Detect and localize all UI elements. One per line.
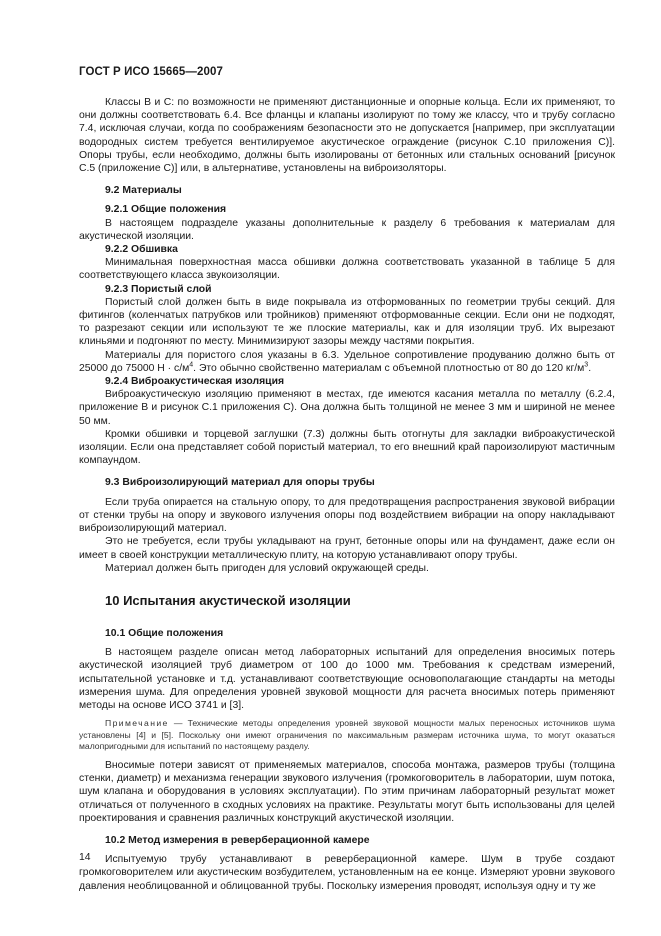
- paragraph-9-2-3a: Пористый слой должен быть в виде покрывала из отформованных по геометрии трубы секций. Для фитингов (коленчатых патрубков или тройников) применяют отформованные секции. Если они не подходят, то разрезают секции или используют те же плоские материалы, как и для изоляции труб. Их вырезают клиньями и подгоняют по месту. Минимизируют зазоры между частями покрытия.: [79, 296, 615, 348]
- note: [79, 718, 615, 753]
- heading-9-2-1: 9.2.1 Общие положения: [105, 204, 227, 216]
- text-fragment: Материалы для пористого слоя указаны в 6.3. Удельное сопротивление продуванию должно быть от 25000 до 75000 Н · с/м: [79, 349, 615, 374]
- note-text: — Технические методы определения уровней звуковой мощности малых переносных источников шума установлены [4] и [5]. Поскольку они имеют ограничения по максимальным размерам источника шума, то могут оказаться малопригодными для испытаний по настоящему разделу.: [79, 718, 615, 752]
- superscript: 3: [584, 361, 589, 369]
- paragraph-9-2-4a: Виброакустическую изоляцию применяют в местах, где имеются касания металла по металлу (6.2.4, приложение В и рисунок С.1 приложения С). Она должна быть толщиной не менее 3 мм и шириной не менее 50 мм.: [79, 389, 615, 427]
- paragraph-9-2-1: В настоящем подразделе указаны дополнительные к разделу 6 требования к материалам для акустической изоляции.: [79, 217, 615, 242]
- heading-9-2-4: 9.2.4 Виброакустическая изоляция: [105, 376, 285, 388]
- note-label: Примечание: [105, 718, 169, 729]
- paragraph-9-3c: Материал должен быть пригоден для условий окружающей среды.: [105, 562, 429, 574]
- paragraph-10-1a: В настоящем разделе описан метод лабораторных испытаний для определения вносимых потерь акустической изоляцией труб диаметром от 100 до 1000 мм. Требования к средствам измерений, испытательной установке и т.д. устанавливают соответствующие основополагающие стандарты на методы измерения шума. Для определения уровней звуковой мощности для расчета вносимых потерь применяют методы на основе ИСО 3741 и [3].: [79, 647, 615, 711]
- superscript: 4: [189, 361, 194, 369]
- paragraph-9-2-3b: [79, 349, 615, 375]
- paragraph-10-2: Испытуемую трубу устанавливают в реверберационной камере. Шум в трубе создают громкоговорителем или акустическим возбудителем, установленным на ее конце. Измеряют уровни звукового давления необлицованной и облицованной трубы. Поскольку измерения проводят, используя одну и ту же: [79, 854, 615, 892]
- text-fragment: . Это обычно свойственно материалам с объемной плотностью от 80 до 120 кг/м: [193, 362, 585, 374]
- heading-9-2-2: 9.2.2 Обшивка: [105, 244, 178, 256]
- heading-9-3: 9.3 Виброизолирующий материал для опоры трубы: [105, 477, 375, 489]
- heading-9-2: 9.2 Материалы: [105, 185, 182, 197]
- heading-10-1: 10.1 Общие положения: [105, 627, 224, 639]
- page-header: ГОСТ Р ИСО 15665—2007: [79, 66, 224, 78]
- paragraph-9-2-4b: Кромки обшивки и торцевой заглушки (7.3) должны быть отогнуты для закладки виброакустической изоляции. Если она представляет собой пористый материал, то его внешний край пароизолируют мастичным компаундом.: [79, 428, 615, 467]
- paragraph-9-3b: Это не требуется, если трубы укладывают на грунт, бетонные опоры или на фундамент, даже если он имеет в своей конструкции металлическую плиту, на которую устанавливают опору трубы.: [79, 536, 615, 561]
- page-content: [79, 96, 615, 893]
- paragraph-10-1b: Вносимые потери зависят от применяемых материалов, способа монтажа, размеров трубы (толщина стенки, диаметр) и механизма генерации звукового излучения (громкоговоритель в лаборатории, шум потока, шум клапана и оборудования в условиях эксплуатации). По этим причинам лабораторный результат может отличаться от полученного в сходных условиях на практике. Результаты могут быть использованы для целей проектирования и сравнения различных конструкций акустической изоляции.: [79, 759, 615, 824]
- page-number: 14: [79, 852, 91, 863]
- paragraph-9-2-2: Минимальная поверхностная масса обшивки должна соответствовать указанной в таблице 5 для соответствующего класса звукоизоляции.: [79, 257, 615, 282]
- heading-10: 10 Испытания акустической изоляции: [105, 592, 351, 608]
- paragraph-classes: Классы В и С: по возможности не применяют дистанционные и опорные кольца. Если их применяют, то они должны соответствовать 6.4. Все фланцы и клапаны изолируют по тому же классу, что и трубу согласно 7.4, исключая случаи, когда по соображениям безопасности это не допускается [например, при эксплуатации водородных систем требуется вентилируемое акустическое ограждение (рисунок С.10 приложения С)]. Опоры трубы, если необходимо, должны быть изолированы от бетонных или стальных оснований [рисунок С.5 (приложение С)] или, в альтернативе, установлены на виброизоляторы.: [79, 97, 615, 175]
- text-fragment: .: [588, 362, 592, 374]
- paragraph-9-3a: Если труба опирается на стальную опору, то для предотвращения распространения звуковой вибрации от стенки трубы на опору и звукового излучения опоры под воздействием вибрации на опору накладывают виброизолирующий материал.: [79, 496, 615, 535]
- heading-10-2: 10.2 Метод измерения в реверберационной камере: [105, 834, 370, 846]
- heading-9-2-3: 9.2.3 Пористый слой: [105, 283, 212, 295]
